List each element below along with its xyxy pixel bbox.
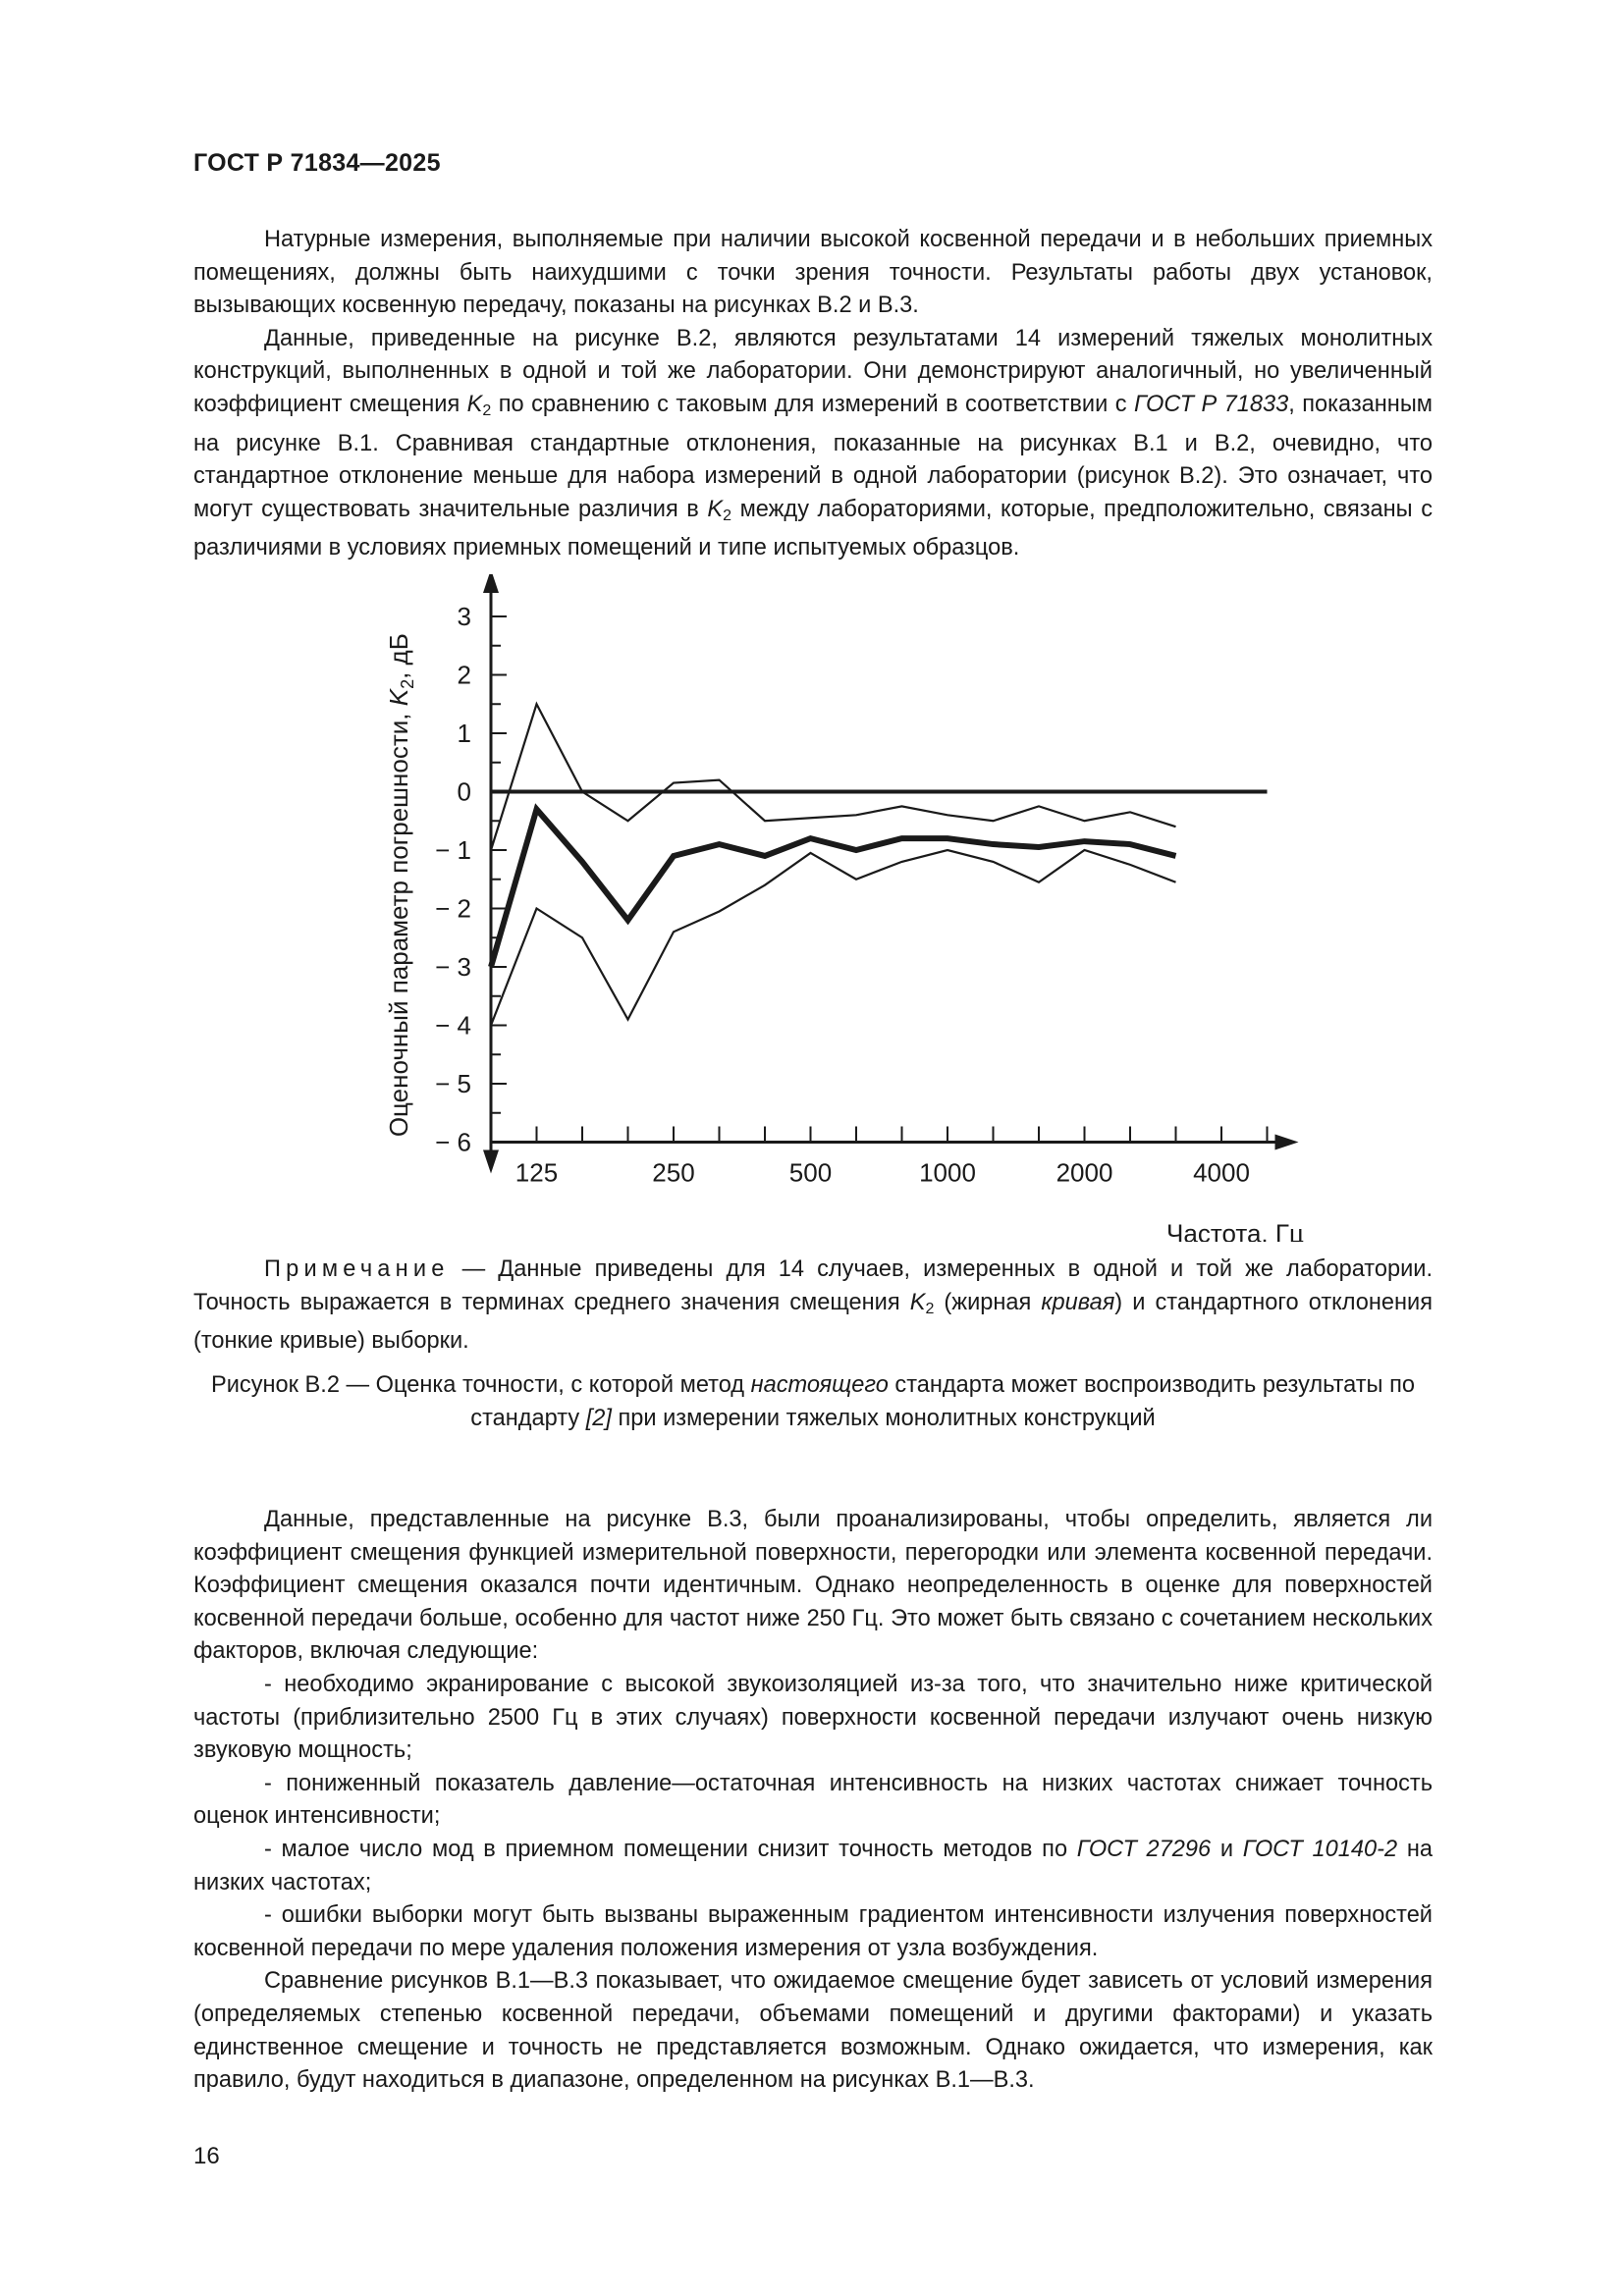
- variable-k: K: [909, 1289, 926, 1315]
- analysis-text: [193, 1504, 1433, 2098]
- x-tick-label: 125: [514, 1157, 559, 1188]
- list-item: - пониженный показатель давление—остаточная интенсивность на низких частотах снижает точность оценок интенсивности;: [193, 1770, 1433, 1830]
- y-tick-label: 2: [457, 660, 471, 690]
- list-item: [193, 1834, 1433, 1899]
- standard-reference: ГОСТ 27296: [1076, 1836, 1212, 1862]
- text-run: Рисунок В.2 — Оценка точности, с которой метод: [211, 1372, 751, 1398]
- y-axis-arrow-up: [483, 574, 499, 593]
- reference-mark: [2]: [585, 1405, 612, 1431]
- note-label: Примечание: [264, 1256, 450, 1282]
- text-run: по сравнению с таковым для измерений в соответствии с: [491, 391, 1134, 417]
- variable-k: K: [707, 496, 724, 522]
- text-run: , показанным на рисунке В.1. Сравнивая стандартные отклонения, показанные на рисунках В.1 и В.2, очевидно, что стандартное отклонение меньше для набора измерений в одной лаборатории (рисунок В.2). Это означает, что могут существовать значительные различия в: [193, 391, 1434, 522]
- chart-svg: [373, 574, 1345, 1242]
- y-tick-label: − 4: [435, 1010, 471, 1041]
- x-tick-label: 250: [652, 1157, 695, 1188]
- x-tick-label: 500: [788, 1157, 833, 1188]
- list-item: - ошибки выборки могут быть вызваны выраженным градиентом интенсивности излучения поверхностей косвенной передачи по мере удаления положения измерения от узла возбуждения.: [193, 1902, 1433, 1961]
- page-number: 16: [193, 2143, 220, 2169]
- y-tick-label: 1: [457, 719, 471, 748]
- y-tick-label: 0: [457, 776, 471, 807]
- text-run: при измерении тяжелых монолитных конструкций: [611, 1405, 1156, 1431]
- subscript: 2: [925, 1300, 935, 1317]
- x-tick-label: 4000: [1193, 1157, 1250, 1188]
- variable-k: K: [466, 391, 483, 417]
- y-tick-label: − 2: [435, 893, 471, 924]
- text-run-italic: кривая: [1041, 1289, 1115, 1315]
- text-run: — Данные приведены для 14 случаев, измеренных в одной и той же лаборатории. Точность выражается в терминах среднего значения смещения: [193, 1256, 1433, 1315]
- y-tick-label: − 3: [435, 952, 471, 982]
- text-run: и: [1211, 1836, 1243, 1862]
- figure-caption: [193, 1369, 1433, 1435]
- text-run: ) и стандартного отклонения (тонкие кривые) выборки.: [193, 1289, 1433, 1355]
- text-run: стандарта может воспроизводить результаты по стандарту: [470, 1372, 1415, 1431]
- list-item: - необходимо экранирование с высокой звукоизоляцией из-за того, что значительно ниже критической частоты (приблизительно 2500 Гц в этих случаях) поверхности косвенной передачи излучают очень низкую звуковую мощность;: [193, 1671, 1433, 1764]
- intro-text: [193, 224, 1433, 565]
- note-paragraph: [193, 1254, 1433, 1359]
- analysis-paragraph-2: Сравнение рисунков В.1—В.3 показывает, что ожидаемое смещение будет зависеть от условий измерения (определяемых степенью косвенной передачи, объемами помещений и другими факторами) и указать единственное смещение и точность не представляется возможным. Однако ожидается, что измерения, как правило, будут находиться в диапазоне, определенном на рисунках В.1—В.3.: [193, 1968, 1433, 2094]
- subscript: 2: [723, 507, 732, 524]
- x-axis-label: Частота, Гц: [1166, 1218, 1304, 1242]
- figure-note: [193, 1254, 1433, 1359]
- text-run: - малое число мод в приемном помещении снизит точность методов по: [264, 1836, 1077, 1862]
- standard-reference: ГОСТ 10140-2: [1242, 1836, 1398, 1862]
- x-tick-label: 2000: [1056, 1157, 1113, 1188]
- upper-deviation-curve: [491, 704, 1176, 850]
- intro-paragraph-1: Натурные измерения, выполняемые при наличии высокой косвенной передачи и в небольших приемных помещениях, должны быть наихудшими с точки зрения точности. Результаты работы двух установок, вызывающих косвенную передачу, показаны на рисунках В.2 и В.3.: [193, 227, 1433, 319]
- text-run: Данные, приведенные на рисунке В.2, являются результатами 14 измерений тяжелых монолитных конструкций, выполненных в одной и той же лаборатории. Они демонстрируют аналогичный, но увеличенный коэффициент смещения: [193, 325, 1433, 417]
- y-tick-label: − 1: [435, 835, 471, 865]
- mean-bias-curve: [491, 809, 1176, 967]
- subscript: 2: [482, 401, 492, 419]
- text-run: между лабораториями, которые, предположительно, связаны с различиями в условиях приемных помещений и типе испытуемых образцов.: [193, 496, 1433, 561]
- text-run-italic: настоящего: [750, 1372, 889, 1398]
- intro-paragraph-2: [193, 323, 1433, 565]
- x-axis-arrow: [1275, 1135, 1299, 1150]
- document-header: ГОСТ Р 71834—2025: [193, 149, 441, 177]
- y-axis-label: Оценочный параметр погрешности, $K_2$, дБ: [384, 633, 417, 1138]
- text-run: (жирная: [934, 1289, 1042, 1315]
- analysis-paragraph-1: Данные, представленные на рисунке В.3, были проанализированы, чтобы определить, является ли коэффициент смещения функцией измерительной поверхности, перегородки или элемента косвенной передачи. Коэффициент смещения оказался почти идентичным. Однако неопределенность в оценке для поверхностей косвенной передачи больше, особенно для частот ниже 250 Гц. Это может быть связано с сочетанием нескольких факторов, включая следующие:: [193, 1507, 1433, 1665]
- standard-reference: ГОСТ Р 71833: [1133, 391, 1289, 417]
- y-axis-arrow-down: [483, 1150, 499, 1174]
- y-tick-label: 3: [457, 602, 471, 631]
- y-tick-label: − 5: [435, 1069, 471, 1098]
- figure-chart: [373, 574, 1345, 1247]
- y-tick-label: − 6: [435, 1127, 471, 1157]
- x-tick-label: 1000: [919, 1157, 976, 1188]
- text-run: на низких частотах;: [193, 1836, 1433, 1896]
